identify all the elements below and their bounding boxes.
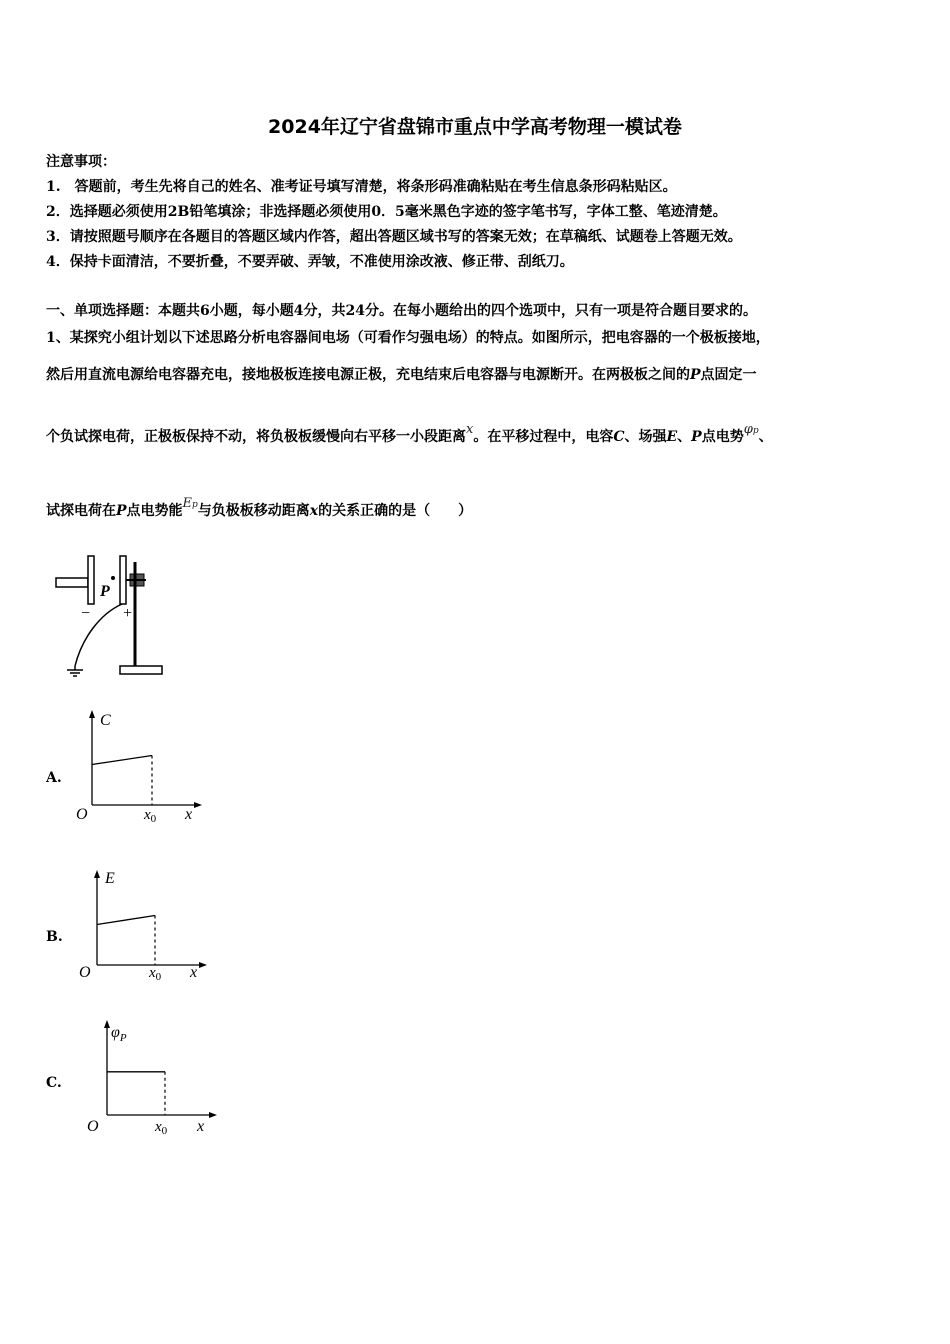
- right-plate: [120, 556, 126, 604]
- note-item-3: 3．请按照题号顺序在各题目的答题区域内作答，超出答题区域书写的答案无效；在草稿纸、试题卷上答题无效。: [46, 229, 742, 245]
- option-a-label[interactable]: A.: [46, 770, 62, 786]
- question-text: 、: [677, 429, 692, 445]
- distance-x-symbol: x: [466, 422, 474, 437]
- left-plate: [88, 556, 94, 604]
- note-item-1: 1. 答题前，考生先将自己的姓名、准考证号填写清楚，将条形码准确粘贴在考生信息条形码粘贴区。: [46, 179, 677, 195]
- y-axis-label: $\varphi_P$: [111, 1024, 127, 1044]
- graph-line: [97, 916, 155, 925]
- question-text: 然后用直流电源给电容器充电，接地极板连接电源正极，充电结束后电容器与电源断开。在两极板之间的: [46, 367, 690, 383]
- section-heading: 一、单项选择题：本题共6小题，每小题4分，共24分。在每小题给出的四个选项中，只有一项是符合题目要求的。: [46, 303, 757, 319]
- question-line-4: [46, 496, 473, 520]
- minus-sign: −: [80, 605, 91, 622]
- option-c-graph[interactable]: [85, 1015, 225, 1135]
- question-text: 。在平移过程中，电容: [473, 429, 614, 445]
- option-b-graph[interactable]: [75, 865, 215, 985]
- point-p-label: P: [100, 583, 110, 600]
- capacitance-symbol: C: [613, 429, 625, 445]
- plus-sign: +: [122, 605, 133, 622]
- y-axis-arrow: [104, 1020, 110, 1028]
- option-a-graph[interactable]: [70, 705, 210, 825]
- distance-x-symbol: x: [309, 503, 319, 519]
- handle: [56, 578, 88, 587]
- potential-energy-symbol: Ep: [182, 496, 198, 511]
- option-c-label[interactable]: C.: [46, 1075, 62, 1091]
- origin-label: O: [79, 964, 91, 981]
- x0-label: $x_0$: [149, 965, 162, 983]
- question-text: 、: [758, 429, 773, 445]
- point-p-symbol: P: [116, 503, 127, 519]
- x0-label: $x_0$: [144, 807, 157, 825]
- point-p-dot: [111, 576, 115, 580]
- note-item-2: 2．选择题必须使用2B铅笔填涂；非选择题必须使用0．5毫米黑色字迹的签字笔书写，字体工整、笔迹清楚。: [46, 204, 727, 220]
- page-title: 2024年辽宁省盘锦市重点中学高考物理一模试卷: [268, 116, 682, 138]
- notes-heading: 注意事项：: [46, 154, 116, 170]
- y-axis-label: E: [105, 870, 115, 887]
- question-text: 点固定一: [700, 367, 757, 383]
- y-axis-arrow: [89, 710, 95, 718]
- question-text: 个负试探电荷，正极板保持不动，将负极板缓慢向右平移一小段距离: [46, 429, 466, 445]
- point-p-symbol: P: [691, 429, 702, 445]
- x-axis-label: x: [190, 964, 198, 981]
- y-axis-label: C: [100, 712, 111, 729]
- question-line-2: [46, 364, 757, 384]
- x-axis-arrow: [199, 962, 207, 968]
- question-line-3: [46, 422, 773, 446]
- question-text: 点电势能: [126, 503, 183, 519]
- question-text: 试探电荷在: [46, 503, 116, 519]
- question-text: 、场强: [624, 429, 667, 445]
- note-item-4: 4．保持卡面清洁，不要折叠，不要弄破、弄皱，不准使用涂改液、修正带、刮纸刀。: [46, 254, 574, 270]
- point-p-symbol: P: [690, 367, 701, 383]
- question-line-1: 1、某探究小组计划以下述思路分析电容器间电场（可看作匀强电场）的特点。如图所示，把电容器的一个极板接地，: [46, 330, 770, 346]
- x-axis-label: x: [185, 806, 193, 823]
- origin-label: O: [87, 1118, 99, 1135]
- field-symbol: E: [666, 429, 678, 445]
- x-axis-arrow: [194, 802, 202, 808]
- y-axis-arrow: [94, 870, 100, 878]
- option-b-label[interactable]: B.: [46, 929, 63, 945]
- question-text: 与负极板移动距离: [197, 503, 310, 519]
- capacitor-apparatus-figure: [50, 548, 170, 680]
- x-axis-label: x: [197, 1118, 205, 1135]
- stand-base: [120, 666, 162, 674]
- graph-line: [92, 756, 152, 765]
- question-text: 点电势: [701, 429, 744, 445]
- potential-symbol: φp: [743, 422, 759, 437]
- x0-label: $x_0$: [155, 1119, 168, 1135]
- origin-label: O: [76, 806, 88, 823]
- x-axis-arrow: [209, 1112, 217, 1118]
- question-text: 的关系正确的是（ ）: [318, 503, 473, 519]
